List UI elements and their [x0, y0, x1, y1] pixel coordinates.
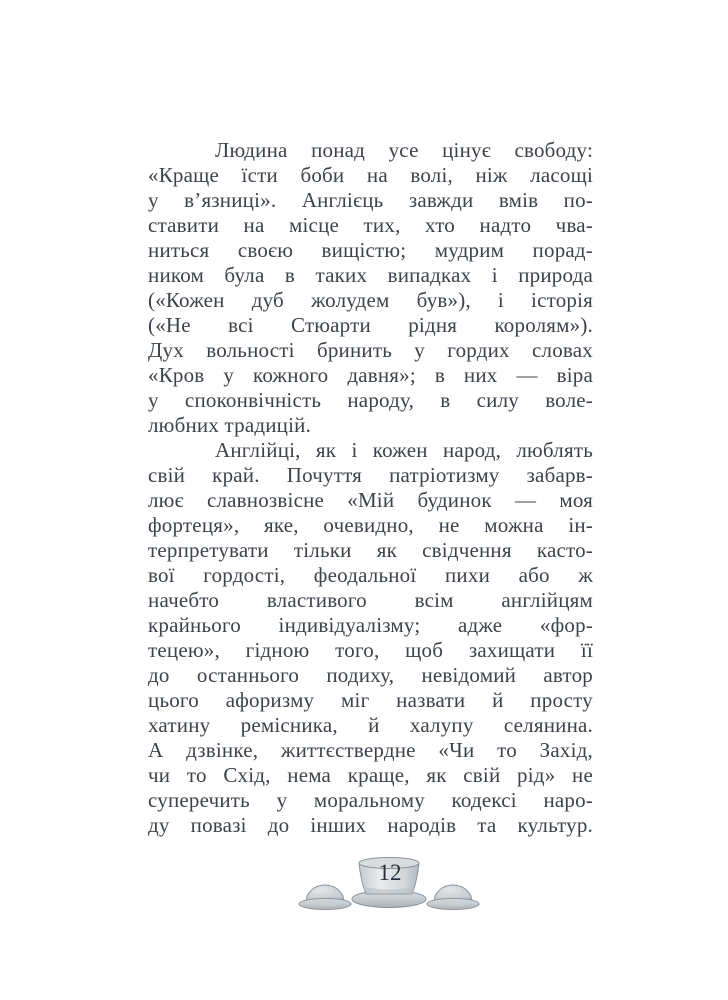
text-line: Людина понад усе цінує свободу: — [215, 138, 593, 162]
text-line: ставити на місце тих, хто надто чва- — [148, 213, 593, 237]
text-line: суперечить у моральному кодексі наро- — [148, 788, 593, 812]
text-line: («Кожен дуб жолудем був»), і історія — [148, 288, 593, 312]
text-line: А дзвінке, життєствердне «Чи то Захід, — [148, 738, 593, 762]
bowler-hat-right-icon — [427, 885, 479, 910]
text-line: ниться своєю вищістю; мудрим порад- — [148, 238, 593, 262]
page-text — [148, 138, 593, 838]
text-line: свій край. Почуття патріотизму забарв- — [148, 463, 593, 487]
text-line: у в’язниці». Англієць завжди вмів по- — [148, 188, 593, 212]
text-line: ником була в таких випадках і природа — [148, 263, 593, 287]
paragraph — [148, 138, 593, 438]
text-line: до останнього подиху, невідомий автор — [148, 663, 593, 687]
text-line: Англійці, як і кожен народ, люблять — [215, 438, 593, 462]
text-line: чи то Схід, нема краще, як свій рід» не — [148, 763, 593, 787]
text-line: терпретувати тільки як свідчення касто- — [148, 538, 593, 562]
text-line: «Кров у кожного давня»; в них — віра — [148, 363, 593, 387]
text-line: фортеця», яке, очевидно, не можна ін- — [148, 513, 593, 537]
text-line: тецею», гідною того, щоб захищати її — [148, 638, 593, 662]
text-line: хатину ремісника, й халупу селянина. — [148, 713, 593, 737]
page-number: 12 — [378, 860, 402, 885]
page-footer — [0, 850, 728, 920]
bowler-hat-left-icon — [299, 885, 351, 909]
text-line: лює славнозвісне «Мій будинок — моя — [148, 488, 593, 512]
text-line: у споконвічність народу, в силу воле- — [148, 388, 593, 412]
text-line: Дух вольності бринить у гордих словах — [148, 338, 593, 362]
text-line: цього афоризму міг назвати й просту — [148, 688, 593, 712]
text-line: начебто властивого всім англійцям — [148, 588, 593, 612]
text-line: ду повазі до інших народів та культур. — [148, 813, 593, 837]
paragraph — [148, 438, 593, 838]
text-line: «Краще їсти боби на волі, ніж ласощі — [148, 163, 593, 187]
text-line: («Не всі Стюарти рідня королям»). — [148, 313, 593, 337]
text-line: любних традицій. — [148, 413, 312, 437]
text-line: крайнього індивідуалізму; адже «фор- — [148, 613, 593, 637]
text-line: вої гордості, феодальної пихи або ж — [148, 563, 593, 587]
